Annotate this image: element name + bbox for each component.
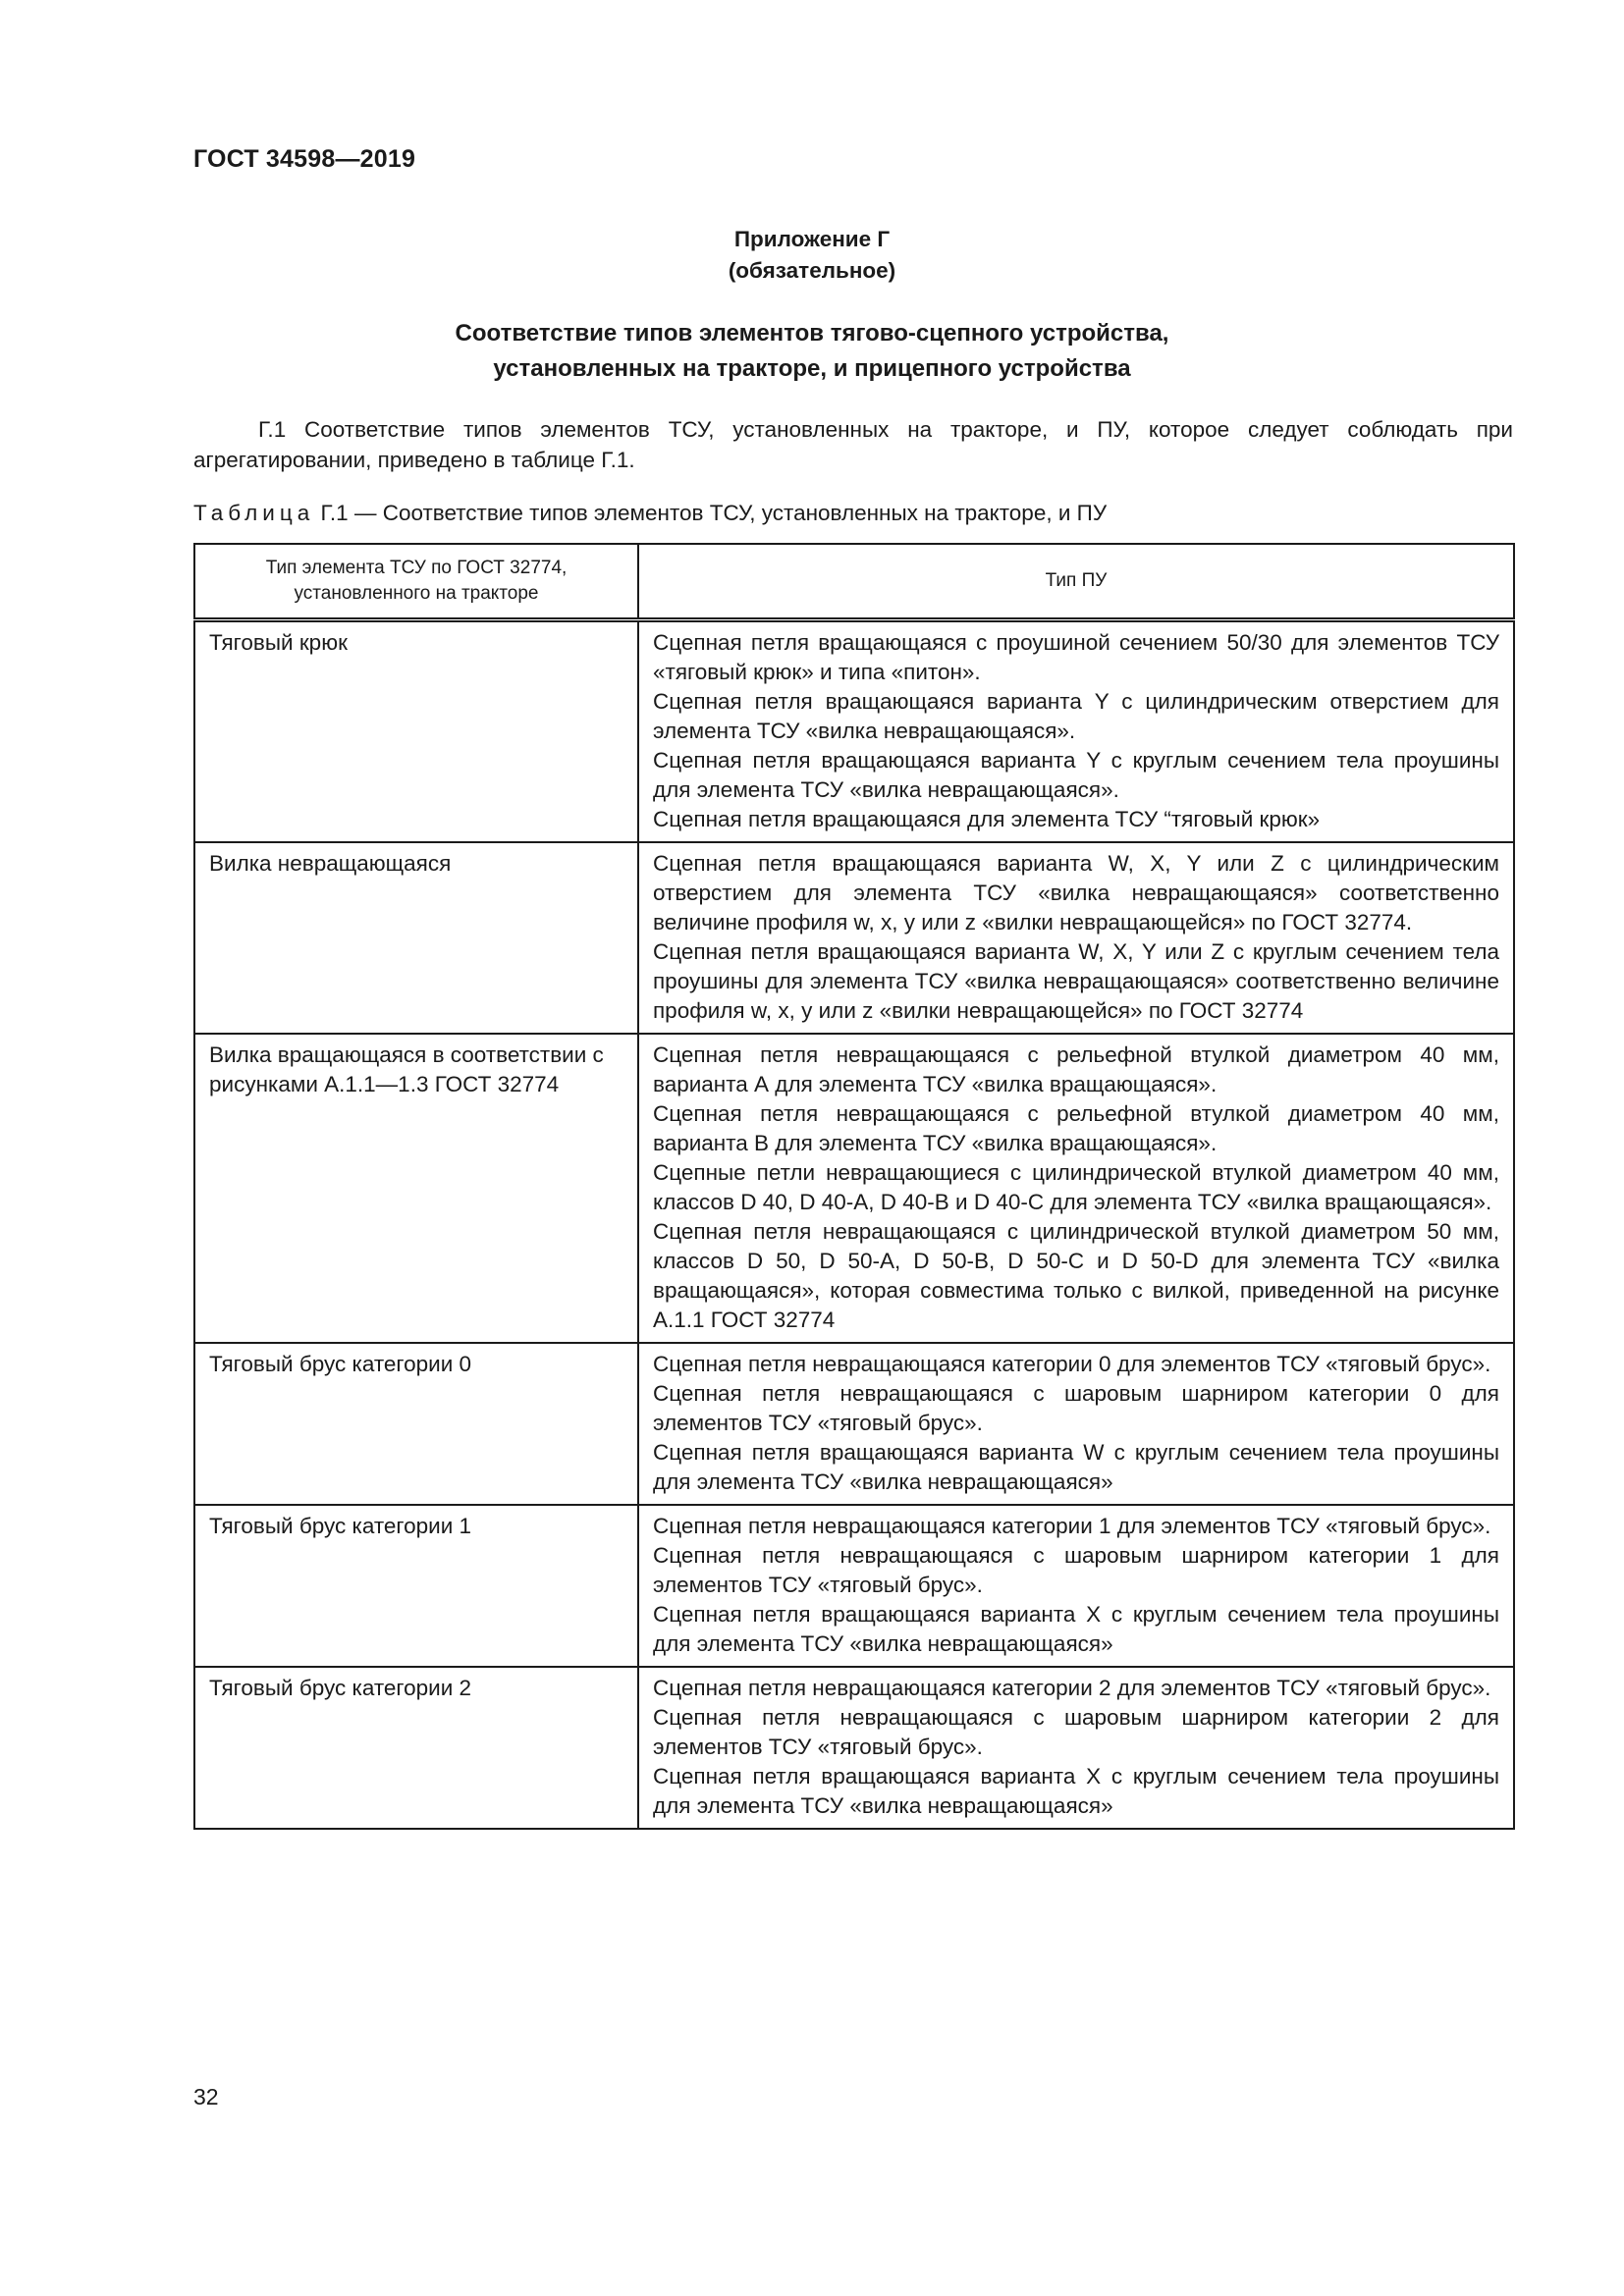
coupling-type-cell <box>638 1667 1514 1829</box>
coupling-line: Сцепная петля вращающаяся варианта Y с цилиндрическим отверстием для элемента ТСУ «вилка невращающаяся». <box>653 689 1499 743</box>
element-type-cell: Вилка невращающаяся <box>194 842 638 1034</box>
appendix-status: (обязательное) <box>728 258 896 283</box>
coupling-line: Сцепная петля вращающаяся варианта W, X, Y или Z с круглым сечением тела проушины для элемента ТСУ «вилка невращающаяся» соответственно величине профиля w, x, y или z «вилки невращающейся» по ГОСТ 32774 <box>653 939 1499 1023</box>
standard-designation: ГОСТ 34598—2019 <box>193 145 416 173</box>
coupling-line: Сцепная петля невращающаяся с шаровым шарниром категории 1 для элементов ТСУ «тяговый брус». <box>653 1543 1499 1597</box>
element-type-cell: Тяговый брус категории 2 <box>194 1667 638 1829</box>
element-type-cell: Тяговый брус категории 0 <box>194 1343 638 1505</box>
coupling-line: Сцепная петля вращающаяся варианта Y с круглым сечением тела проушины для элемента ТСУ «вилка невращающаяся». <box>653 748 1499 802</box>
coupling-type-cell <box>638 1343 1514 1505</box>
table-row <box>194 1667 1514 1829</box>
coupling-line: Сцепные петли невращающиеся с цилиндрической втулкой диаметром 40 мм, классов D 40, D 40-A, D 40-B и D 40-C для элемента ТСУ «вилка вращающаяся». <box>653 1160 1499 1214</box>
coupling-line: Сцепная петля невращающаяся с рельефной втулкой диаметром 40 мм, варианта А для элемента ТСУ «вилка вращающаяся». <box>653 1042 1499 1096</box>
table-row <box>194 620 1514 843</box>
coupling-line: Сцепная петля невращающаяся с шаровым шарниром категории 2 для элементов ТСУ «тяговый брус». <box>653 1705 1499 1759</box>
coupling-line: Сцепная петля невращающаяся категории 1 для элементов ТСУ «тяговый брус». <box>653 1514 1491 1538</box>
coupling-type-cell <box>638 620 1514 843</box>
table-body <box>194 620 1514 1830</box>
table-row <box>194 1034 1514 1343</box>
coupling-line: Сцепная петля вращающаяся варианта X с круглым сечением тела проушины для элемента ТСУ «вилка невращающаяся» <box>653 1764 1499 1818</box>
table-row <box>194 1505 1514 1667</box>
coupling-line: Сцепная петля невращающаяся категории 2 для элементов ТСУ «тяговый брус». <box>653 1676 1491 1700</box>
coupling-line: Сцепная петля невращающаяся с цилиндрической втулкой диаметром 50 мм, классов D 50, D 50-A, D 50-B, D 50-C и D 50-D для элемента ТСУ «вилка вращающаяся», которая совместима только с вилкой, приведенной на рисунке А.1.1 ГОСТ 32774 <box>653 1219 1499 1332</box>
table-caption <box>193 499 1107 528</box>
table-caption-word: Таблица <box>193 501 315 525</box>
page-number: 32 <box>193 2084 219 2109</box>
coupling-line: Сцепная петля вращающаяся с проушиной сечением 50/30 для элементов ТСУ «тяговый крюк» и типа «питон». <box>653 630 1499 684</box>
coupling-line: Сцепная петля вращающаяся для элемента ТСУ “тяговый крюк» <box>653 807 1321 831</box>
coupling-type-cell <box>638 1505 1514 1667</box>
coupling-line: Сцепная петля вращающаяся варианта X с круглым сечением тела проушины для элемента ТСУ «вилка невращающаяся» <box>653 1602 1499 1656</box>
element-type-cell: Тяговый крюк <box>194 620 638 843</box>
coupling-line: Сцепная петля вращающаяся варианта W с круглым сечением тела проушины для элемента ТСУ «вилка невращающаяся» <box>653 1440 1499 1494</box>
compatibility-table <box>193 543 1515 1830</box>
document-title-line-1: Соответствие типов элементов тягово-сцепного устройства, <box>455 320 1169 347</box>
element-type-cell: Тяговый брус категории 1 <box>194 1505 638 1667</box>
element-type-cell: Вилка вращающаяся в соответствии с рисунками А.1.1—1.3 ГОСТ 32774 <box>194 1034 638 1343</box>
table-header-row <box>194 544 1514 620</box>
table-row <box>194 1343 1514 1505</box>
appendix-heading <box>0 224 1624 287</box>
document-title-line-2: установленных на тракторе, и прицепного устройства <box>493 355 1131 382</box>
appendix-title: Приложение Г <box>733 227 891 251</box>
coupling-line: Сцепная петля невращающаяся с рельефной втулкой диаметром 40 мм, варианта В для элемента ТСУ «вилка вращающаяся». <box>653 1101 1499 1155</box>
document-title <box>0 316 1624 387</box>
coupling-line: Сцепная петля вращающаяся варианта W, X, Y или Z с цилиндрическим отверстием для элемента ТСУ «вилка невращающаяся» соответственно величине профиля w, x, y или z «вилки невращающейся» по ГОСТ 32774. <box>653 851 1499 934</box>
coupling-type-cell <box>638 842 1514 1034</box>
table-row <box>194 842 1514 1034</box>
column-header-element-type: Тип элемента ТСУ по ГОСТ 32774, установленного на тракторе <box>194 544 638 620</box>
column-header-coupling-type: Тип ПУ <box>638 544 1514 620</box>
coupling-type-cell <box>638 1034 1514 1343</box>
coupling-line: Сцепная петля невращающаяся с шаровым шарниром категории 0 для элементов ТСУ «тяговый брус». <box>653 1381 1499 1435</box>
table-caption-text: Г.1 — Соответствие типов элементов ТСУ, установленных на тракторе, и ПУ <box>314 501 1108 525</box>
coupling-line: Сцепная петля невращающаяся категории 0 для элементов ТСУ «тяговый брус». <box>653 1352 1491 1376</box>
intro-paragraph: Г.1 Соответствие типов элементов ТСУ, установленных на тракторе, и ПУ, которое следует соблюдать при агрегатировании, приведено в таблице Г.1. <box>193 417 1513 472</box>
